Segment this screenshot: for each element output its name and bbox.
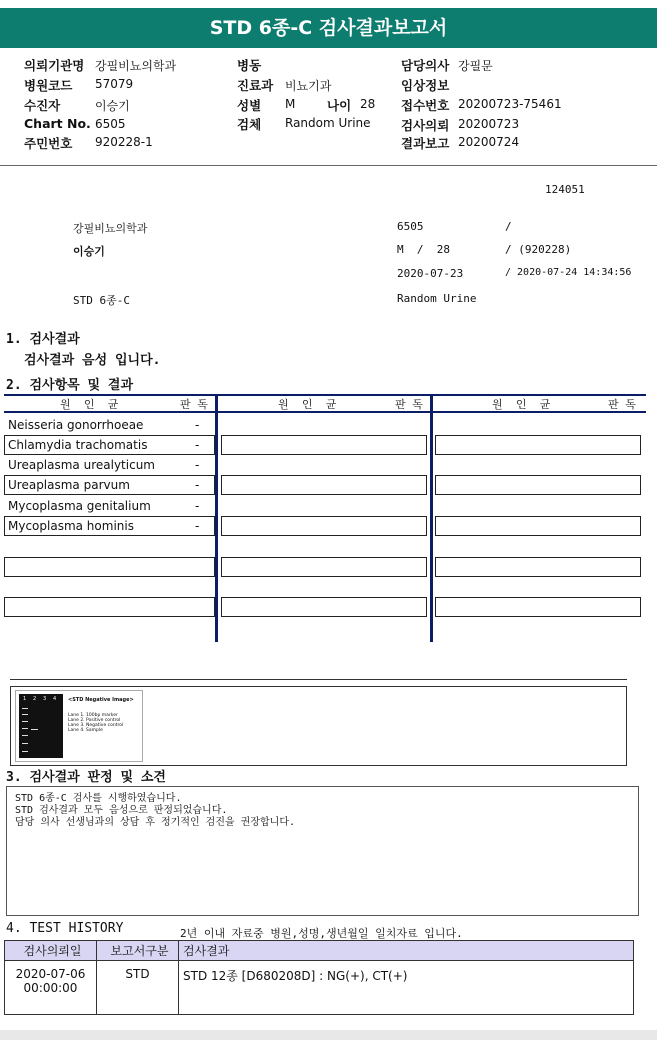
gel-band xyxy=(31,729,38,730)
value-sex: M xyxy=(285,97,296,111)
report-title: STD 6종-C 검사결과보고서 xyxy=(0,8,657,48)
empty-row-box xyxy=(435,597,641,617)
organism-name: Mycoplasma genitalium xyxy=(8,499,151,513)
info-specimen: Random Urine xyxy=(397,292,477,305)
empty-row-box xyxy=(221,475,427,495)
organism-name: Neisseria gonorrhoeae xyxy=(8,418,144,432)
gel-title: <STD Negative Image> xyxy=(68,697,134,703)
gel-top-rule xyxy=(10,679,627,680)
label-clinical-info: 임상정보 xyxy=(401,78,450,93)
section1-text: 검사결과 음성 입니다. xyxy=(24,353,161,368)
table-row xyxy=(5,961,634,1015)
label-department: 진료과 xyxy=(237,78,274,93)
history-date: 2020-07-06 xyxy=(15,967,86,981)
col-organism-3: 원 인 균 xyxy=(492,398,551,411)
gel-legend-item: Lane 2. Positive control xyxy=(68,718,121,723)
bottom-bar xyxy=(0,1030,657,1040)
col-result-1: 판 독 xyxy=(180,398,208,411)
gel-legend-item: Lane 3. Negative control xyxy=(68,723,124,728)
findings-box xyxy=(6,786,639,916)
empty-row-box xyxy=(221,557,427,577)
label-age: 나이 xyxy=(327,98,352,113)
organism-result: - xyxy=(195,499,200,513)
info-chart: 6505 xyxy=(397,220,424,233)
info-slash: / xyxy=(505,220,512,233)
label-request-date: 검사의뢰 xyxy=(401,118,450,133)
label-sex: 성별 xyxy=(237,98,262,113)
value-chart-no: 6505 xyxy=(95,117,126,131)
gel-legend-item: Lane 1. 100bp marker xyxy=(68,713,118,718)
col-result-3: 판 독 xyxy=(608,398,636,411)
label-receipt-no: 접수번호 xyxy=(401,98,450,113)
info-clinic: 강필비뇨의학과 xyxy=(73,222,148,235)
organism-name: Mycoplasma hominis xyxy=(8,519,134,533)
label-doctor: 담당의사 xyxy=(401,58,450,73)
value-patient: 이승기 xyxy=(95,99,130,113)
value-hospital-code: 57079 xyxy=(95,77,134,91)
gel-band xyxy=(22,721,28,722)
value-report-date: 20200724 xyxy=(458,135,520,149)
value-request-date: 20200723 xyxy=(458,117,520,131)
info-patient: 이승기 xyxy=(73,245,105,258)
gel-image-card xyxy=(15,690,143,762)
label-patient: 수진자 xyxy=(24,98,61,113)
history-time: 00:00:00 xyxy=(23,981,78,995)
report-header xyxy=(0,54,657,166)
label-resident-no: 주민번호 xyxy=(24,136,73,151)
organism-result: - xyxy=(195,478,200,492)
gel-image-frame xyxy=(10,686,627,766)
organism-result: - xyxy=(195,438,200,452)
info-date2: / 2020-07-24 14:34:56 xyxy=(505,267,632,278)
label-clinic: 의뢰기관명 xyxy=(24,58,85,73)
label-specimen: 검체 xyxy=(237,117,262,132)
section1-title: 1. 검사결과 xyxy=(6,332,80,347)
value-specimen: Random Urine xyxy=(285,116,371,130)
col-organism-1: 원 인 균 xyxy=(60,398,119,411)
col-result-2: 판 독 xyxy=(395,398,423,411)
info-date1: 2020-07-23 xyxy=(397,267,464,280)
history-col-result: 검사결과 xyxy=(179,941,634,961)
row-box xyxy=(4,597,215,617)
value-receipt-no: 20200723-75461 xyxy=(458,97,562,111)
label-hospital-code: 병원코드 xyxy=(24,78,73,93)
gel-band xyxy=(22,743,28,744)
organism-name: Chlamydia trachomatis xyxy=(8,438,148,452)
history-date-cell xyxy=(5,961,97,1015)
finding-line: STD 6종-C 검사를 시행하였습니다. xyxy=(15,793,182,804)
info-sex-age: M / 28 xyxy=(397,243,450,256)
info-birth: / (920228) xyxy=(505,243,572,256)
header-divider xyxy=(0,165,657,166)
gel-lane-label: 3 xyxy=(43,696,47,702)
empty-row-box xyxy=(221,597,427,617)
gel-band xyxy=(22,735,28,736)
history-col-date: 검사의뢰일 xyxy=(5,941,97,961)
label-chart-no: Chart No. xyxy=(24,116,91,131)
gel-band xyxy=(22,728,28,729)
gel-legend-item: Lane 4. Sample xyxy=(68,728,103,733)
empty-row-box xyxy=(435,516,641,536)
gel-band xyxy=(22,708,28,709)
info-code: 124051 xyxy=(545,183,585,196)
column-divider-2 xyxy=(430,394,433,642)
label-report-date: 결과보고 xyxy=(401,136,450,151)
value-doctor: 강필문 xyxy=(458,59,493,73)
history-result: STD 12종 [D680208D] : NG(+), CT(+) xyxy=(179,961,634,1015)
history-col-type: 보고서구분 xyxy=(97,941,179,961)
gel-lane-label: 2 xyxy=(33,696,37,702)
gel-electrophoresis-image xyxy=(19,694,63,758)
empty-row-box xyxy=(435,557,641,577)
gel-band xyxy=(22,751,28,752)
value-age: 28 xyxy=(360,97,376,111)
gel-band xyxy=(22,714,28,715)
column-divider-1 xyxy=(215,394,218,642)
gel-lane-label: 1 xyxy=(23,696,27,702)
value-resident-no: 920228-1 xyxy=(95,135,153,149)
empty-row-box xyxy=(221,435,427,455)
history-note: 2년 이내 자료중 병원,성명,생년월일 일치자료 입니다. xyxy=(180,927,463,940)
empty-row-box xyxy=(221,516,427,536)
col-organism-2: 원 인 균 xyxy=(278,398,337,411)
organism-name: Ureaplasma parvum xyxy=(8,478,130,492)
finding-line: 담당 의사 선생님과의 상담 후 정기적인 검진을 권장합니다. xyxy=(15,817,296,828)
organism-result: - xyxy=(195,418,200,432)
row-box xyxy=(4,557,215,577)
info-test: STD 6종-C xyxy=(73,294,130,307)
empty-row-box xyxy=(435,435,641,455)
organism-result: - xyxy=(195,519,200,533)
section2-title: 2. 검사항목 및 결과 xyxy=(6,378,134,393)
history-type: STD xyxy=(97,961,179,1015)
organism-result: - xyxy=(195,458,200,472)
organism-name: Ureaplasma urealyticum xyxy=(8,458,155,472)
finding-line: STD 검사결과 모두 음성으로 판정되었습니다. xyxy=(15,805,228,816)
section4-title: 4. TEST HISTORY xyxy=(6,921,124,936)
label-ward: 병동 xyxy=(237,58,262,73)
value-clinic: 강필비뇨의학과 xyxy=(95,59,177,73)
section3-title: 3. 검사결과 판정 및 소견 xyxy=(6,770,166,785)
gel-lane-label: 4 xyxy=(53,696,57,702)
test-history-table xyxy=(4,940,634,1015)
empty-row-box xyxy=(435,475,641,495)
value-department: 비뇨기과 xyxy=(285,79,332,93)
